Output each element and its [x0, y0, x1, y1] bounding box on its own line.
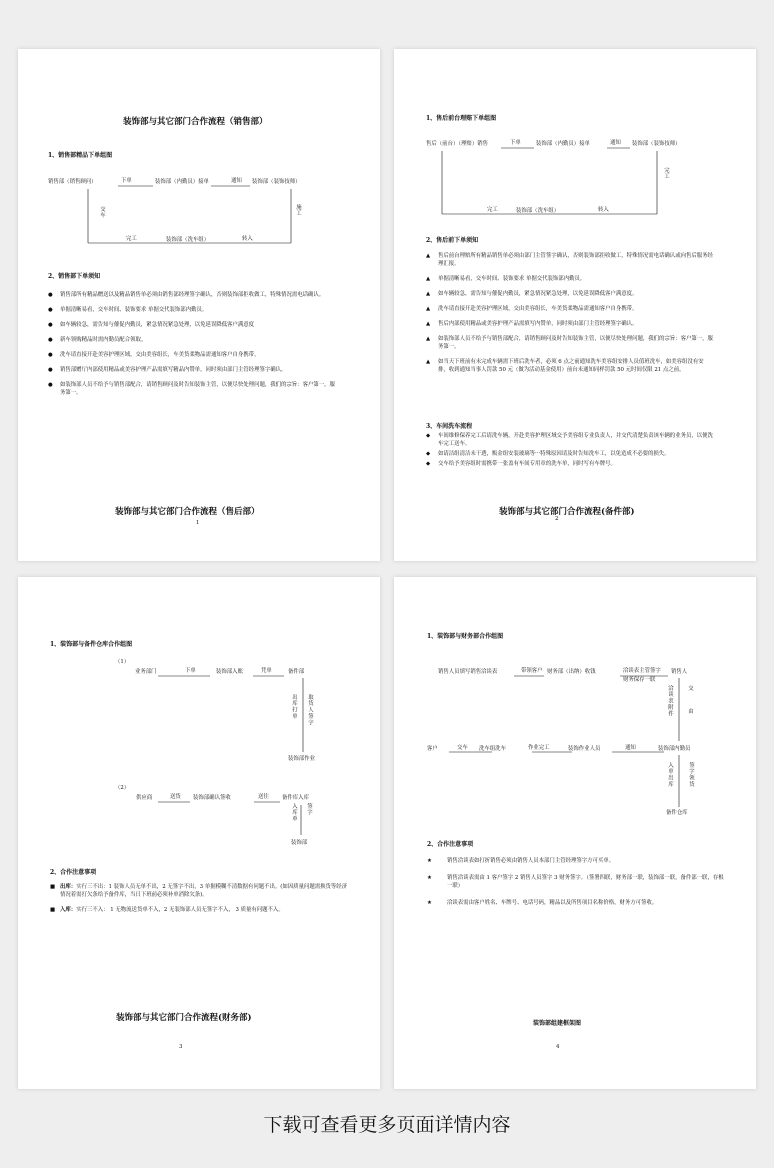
flow-label: 财务保存一联 [623, 677, 656, 683]
list-item: ■ 出库：实行三不出：1 装饰人员无单不出，2 无签字不出，3 单据模糊不清数据有问题不出。(如因质量问题需换货等经济情况着需打欠条给予备件库，当日下班前必须补单消除欠条)。 [50, 884, 348, 898]
section-heading: 1、装饰部与备件仓库合作组图 [50, 641, 133, 648]
list-item: ▲ 洗车请直接开赴美容护理区域，交由美容组长，车美货柔物品需通知客户自身携带。 [426, 306, 638, 312]
flow-label: 完工 [487, 207, 498, 213]
flow-label: 签字领货 [688, 762, 694, 788]
flow-label: 完工 [663, 167, 669, 180]
flow-label: 下单 [121, 178, 132, 184]
flow-label: 通知 [231, 178, 242, 184]
page-1 [18, 49, 380, 561]
flow-label: 通知 [610, 140, 621, 146]
flow-label: 洽谈表附件 [667, 685, 673, 717]
next-title: 装饰部与其它部门合作流程(备件部) [499, 507, 635, 517]
flow-label: 签字 [306, 803, 312, 816]
flow-node: 客户 [427, 746, 438, 752]
list-item: ◆ 如请洁组清洁未干透，贩金组安装玻璃等···特殊原因请及时告知洗车工，以免造成不必要的损失。 [426, 451, 670, 457]
flow-number: （1） [115, 659, 130, 665]
page-4 [394, 577, 756, 1089]
flow-node: 销售人员填写销售洽谈表 [438, 669, 498, 675]
flow-label: 取货人签字 [307, 694, 313, 726]
flow-node: 销售部（销售顾问） [48, 179, 97, 185]
list-item: ▲ 售后内部使用精品或美容护理产品需填写内赞单，同时须由部门主管经理签字确认。 [426, 321, 638, 327]
notice-list [425, 857, 725, 916]
next-title: 装饰部组建框架图 [533, 1020, 582, 1027]
list-item: ◆ 车间维修保养完工后请洗车辆，开赴美容护理区域交予美容组专业负责人，并交代清楚负责该车辆的业务员，以便洗车完工送车。 [426, 433, 713, 447]
flow-node: 装饰部内勤员 [658, 746, 691, 752]
flow-node: 销售人 [671, 669, 688, 675]
flow-label: 洽谈表主管签字 [623, 668, 661, 674]
section-heading: 1、售后前台理赔下单组图 [426, 115, 497, 122]
list-item: ▲ 单据清晰易看，交车时间、装饰要求 单据交代装饰部内勤员。 [426, 276, 586, 282]
section-heading: 2、售后前下单须知 [426, 237, 479, 244]
flow-label: 通知 [625, 745, 636, 751]
list-item: ■ 入库：实行三不入： 1 无物流送货单不入，2 无装饰部人员无签字不入， 3 质量有问题不入。 [50, 907, 284, 913]
flow-node: 装饰部入账 [216, 669, 243, 675]
carwash-list [424, 432, 714, 470]
flow-node: 洗车组洗车 [479, 746, 506, 752]
flow-label: 出库打单 [291, 694, 297, 720]
flow-label: 下单 [510, 140, 521, 146]
list-item: ● 洗车请直接开赴美容护理区域，交由美容组长，车美货柔物品需通知客户自身携带。 [48, 352, 260, 358]
list-item: ● 销售部赠厅内部使用精品或美容护理产品需填写精品内赞单，同时须由部门主管经理签字确认。 [48, 367, 287, 373]
list-item: ★ 销售洽谈表需由 1 客户签字 2 销售人员签字 3 财务签字。（签署四联，财务部一联，装饰部一联，备件部一联，存根一联） [427, 875, 724, 889]
flow-node: 装饰部（洗车组） [516, 208, 560, 214]
flow-label: 转入 [598, 207, 609, 213]
section-heading: 1、销售部精品下单组图 [48, 152, 113, 159]
more-pages-caption: 下载可查看更多页面详情内容 [263, 1114, 511, 1136]
flow-lines [394, 577, 756, 1089]
section-heading: 3、车间洗车流程 [426, 423, 473, 430]
list-item: ● 销售部所有精品赠送以及精品销售单必须由销售部经理签字确认，否则装饰部拒收做工，特殊情况需电话确认。 [48, 292, 325, 298]
flow-node: 备件部 [288, 669, 305, 675]
flow-node: 备件库入库 [282, 795, 309, 801]
page-number: 1 [196, 520, 200, 526]
flow-label: 入单出库 [667, 762, 673, 788]
list-item: ▲ 如车辆较急，需告知与催促内勤员，紧急情况紧急处理，以免延误降低客户满意度。 [426, 291, 638, 297]
flow-node: 供应商 [136, 795, 153, 801]
flow-node: 备件仓库 [666, 810, 688, 816]
page-3 [18, 577, 380, 1089]
flow-number: （2） [115, 785, 130, 791]
section-heading: 2、合作注意事项 [427, 841, 474, 848]
flow-node: 装饰部确认签收 [193, 795, 231, 801]
page-2 [394, 49, 756, 561]
flow-label: 送货 [170, 794, 181, 800]
section-heading: 2、合作注意事项 [50, 869, 97, 876]
flow-label: 送往 [258, 794, 269, 800]
flow-label: 交由 [687, 685, 693, 732]
flow-label: 凭单 [261, 668, 272, 674]
flow-node: 装饰部（装饰技师） [252, 179, 301, 185]
list-item: ▲ 售后前台理赔所有精品销售单必须由部门主管签字确认，否则装饰部拒收做工，特殊情况需电话确认或向售后服务经理汇报。 [426, 253, 713, 267]
flow-label: 带领客户 [521, 668, 543, 674]
flow-label: 转入 [242, 236, 253, 242]
list-item: ★ 洽谈表需由客户姓名、车牌号、电话号码，精品以及所售项目名称价格，财务方可签收。 [427, 900, 658, 906]
next-title: 装饰部与其它部门合作流程（售后部） [115, 507, 260, 517]
list-item: ◆ 交车给予美容组时需携带一张盖有车间专用章的洗车单，同时写有车牌号。 [426, 461, 616, 467]
flow-node: 装饰部（内勤员）接单 [155, 179, 209, 185]
notice-list [424, 252, 714, 381]
flow-node: 财务部（出纳）收钱 [547, 669, 596, 675]
list-item: ▲ 如当天下班前有未完成车辆需下班后洗车者，必须 6 点之前通知洗车美容组安排人员值班洗车，如美容组没有安排，收到通知当事人罚款 50 元（做为活动基金使用）前台未通知同样罚款 50 元时间仅限 21 点之前。 [426, 359, 704, 373]
page-number: 2 [555, 516, 559, 522]
flow-label: 完工 [126, 236, 137, 242]
flow-node: 售后（前台）（理赔）销售 [426, 141, 488, 147]
flow-node: 装饰部 [291, 840, 308, 846]
flow-node: 业务部门 [135, 669, 157, 675]
flow-node: 装饰部（装饰技师） [632, 141, 681, 147]
flow-label: 施工 [295, 204, 301, 217]
list-item: ● 新车领购精品时需内勤员配合领取。 [48, 337, 147, 343]
list-item: ▲ 如装饰部人员不给予与销售部配合，请销售顾问及时告知装饰主管，以便尽快处理问题，我们的宗旨：客户第一，服务第一。 [426, 336, 713, 350]
notice-list [50, 883, 350, 921]
section-heading: 1、装饰部与财务部合作组图 [427, 633, 504, 640]
flow-label: 作业完工 [528, 745, 550, 751]
flow-label: 交车 [99, 206, 105, 219]
flow-node: 装饰部（洗车组） [166, 237, 210, 243]
section-heading: 2、销售部下单须知 [48, 273, 101, 280]
page-title: 装饰部与其它部门合作流程（销售部） [123, 117, 268, 127]
flow-node: 装饰部作业 [288, 756, 315, 762]
notice-list [46, 291, 336, 404]
list-item: ● 如车辆较急，需告知与催促内勤员，紧急情况紧急处理，以免延误降低客户满意度 [48, 322, 255, 328]
flow-node: 装饰作业人员 [568, 746, 601, 752]
flow-label: 交车 [457, 745, 468, 751]
next-title: 装饰部与其它部门合作流程(财务部) [116, 1013, 252, 1023]
flow-label: 下单 [185, 668, 196, 674]
list-item: ★ 销售洽谈表如打折销售必须由销售人员本部门主管经理签字方可买单。 [427, 858, 615, 864]
page-number: 4 [556, 1044, 560, 1050]
list-item: ● 单据清晰易看，交车时间、装饰要求 单据交代装饰部内勤员。 [48, 307, 208, 313]
page-number: 3 [179, 1044, 183, 1050]
flow-label: 入库单 [291, 803, 297, 823]
list-item: ● 如装饰部人员不给予与销售部配合，请销售顾问及时告知装饰主管，以便尽快处理问题，我们的宗旨：客户第一，服务第一。 [48, 382, 335, 396]
flow-node: 装饰部（内勤员）接单 [536, 141, 590, 147]
